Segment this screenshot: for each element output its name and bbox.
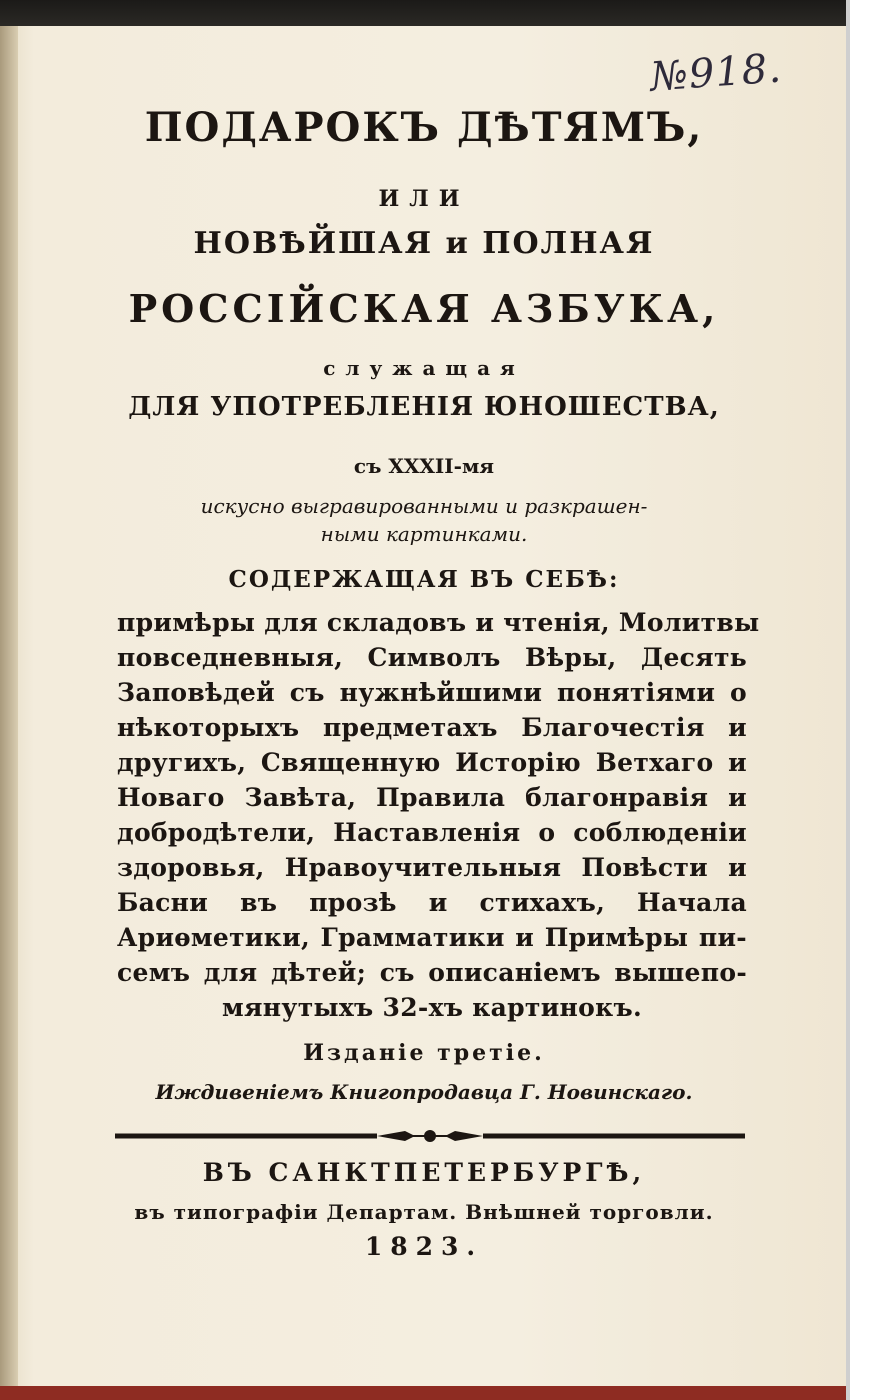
edition-line: Изданіе третіе. bbox=[303, 1040, 545, 1066]
book-cover-edge bbox=[0, 1386, 850, 1400]
serving-label: служащая bbox=[323, 356, 525, 380]
contents-line: повседневныя, Символъ Вѣры, Десять bbox=[117, 643, 747, 672]
inventory-number: №918. bbox=[648, 45, 784, 101]
contents-line: семъ для дѣтей; съ описаніемъ вышепо- bbox=[117, 958, 747, 987]
contents-line: примѣры для складовъ и чтенія, Молитвы bbox=[117, 608, 760, 637]
contents-line: Басни въ прозѣ и стихахъ, Начала bbox=[117, 888, 747, 917]
contents-line: здоровья, Нравоучительныя Повѣсти и bbox=[117, 853, 747, 882]
contents-line: Новаго Завѣта, Правила благонравія и bbox=[117, 783, 747, 812]
publisher-line: Иждивеніемъ Книгопродавца Г. Новинскаго. bbox=[155, 1080, 693, 1104]
contents-line: Заповѣдей съ нужнѣйшими понятіями о bbox=[117, 678, 747, 707]
contents-line: другихъ, Священную Исторію Ветхаго и bbox=[117, 748, 747, 777]
title-conjunction: ИЛИ bbox=[378, 186, 470, 212]
imprint-city: ВЪ САНКТПЕТЕРБУРГѢ, bbox=[202, 1158, 646, 1187]
imprint-year: 1823. bbox=[364, 1232, 484, 1261]
contents-line: мянутыхъ 32-хъ картинокъ. bbox=[222, 993, 642, 1022]
contents-line: добродѣтели, Наставленія о соблюденіи bbox=[117, 818, 747, 847]
pictures-count: съ XXXII-мя bbox=[353, 454, 495, 478]
subtitle-line-2: РОССІЙСКАЯ АЗБУКА, bbox=[128, 286, 720, 331]
pictures-line-2: ными картинками. bbox=[320, 522, 528, 546]
book-title: ПОДАРОКЪ ДѢТЯМЪ, bbox=[144, 104, 704, 151]
pictures-line-1: искусно выгравированными и разкрашен- bbox=[200, 494, 648, 518]
purpose-line: ДЛЯ УПОТРЕБЛЕНІЯ ЮНОШЕСТВА, bbox=[128, 392, 720, 422]
contents-line: нѣкоторыхъ предметахъ Благочестія и bbox=[117, 713, 747, 742]
subtitle-line-1: НОВѢЙШАЯ и ПОЛНАЯ bbox=[193, 226, 655, 261]
imprint-printer: въ типографіи Департам. Внѣшней торговли. bbox=[134, 1200, 714, 1224]
ornamental-rule bbox=[115, 1124, 745, 1148]
contents-heading: СОДЕРЖАЩАЯ ВЪ СЕБѢ: bbox=[228, 566, 620, 593]
contents-line: Ариѳметики, Грамматики и Примѣры пи- bbox=[117, 923, 747, 952]
scan-top-border bbox=[0, 0, 850, 28]
